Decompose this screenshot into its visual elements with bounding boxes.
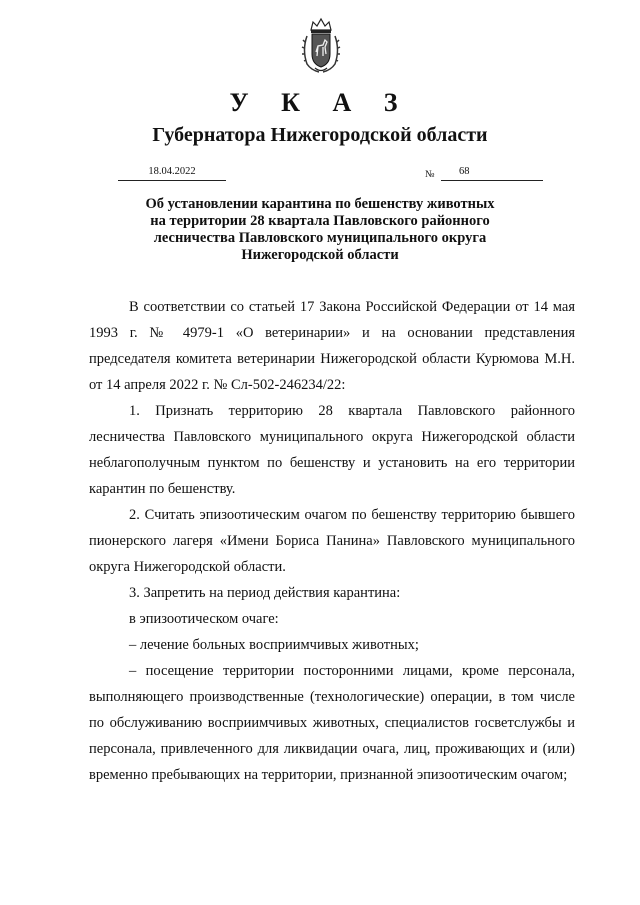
body-paragraph: в эпизоотическом очаге: bbox=[129, 611, 279, 627]
document-number: 68 bbox=[459, 166, 470, 177]
document-body bbox=[89, 294, 575, 788]
number-label: № bbox=[425, 169, 435, 180]
document-type-title: У К А З bbox=[229, 88, 411, 117]
issuer-title: Губернатора Нижегородской области bbox=[152, 124, 488, 146]
body-paragraph: 1. Признать территорию 28 квартала Павловского районного лесничества Павловского муниципального округа Нижегородской области неблагополучным пунктом по бешенству и установить на его территории карантин по бешенству. bbox=[89, 403, 575, 497]
coat-of-arms-emblem bbox=[301, 16, 341, 74]
heading-line: лесничества Павловского муниципального округа bbox=[153, 230, 487, 246]
body-paragraph: – лечение больных восприимчивых животных; bbox=[129, 637, 419, 653]
body-paragraph: В соответствии со статьей 17 Закона Российской Федерации от 14 мая 1993 г. № 4979-1 «О ветеринарии» и на основании представления председателя комитета ветеринарии Нижегородской области Курюмова М.Н. от 14 апреля 2022 г. № Сл-502-246234/22: bbox=[89, 299, 575, 393]
heading-line: Нижегородской области bbox=[241, 247, 399, 263]
body-paragraph: – посещение территории посторонними лицами, кроме персонала, выполняющего производственные (технологические) операции, в том числе по обслуживанию восприимчивых животных, специалистов госветслужбы и персонала, привлеченного для ликвидации очага, лиц, проживающих и (или) временно пребывающих на территории, признанной эпизоотическим очагом; bbox=[89, 663, 575, 783]
document-date: 18.04.2022 bbox=[118, 165, 226, 181]
heading-line: Об установлении карантина по бешенству животных bbox=[145, 196, 495, 212]
body-paragraph: 2. Считать эпизоотическим очагом по бешенству территорию бывшего пионерского лагеря «Имени Бориса Панина» Павловского муниципального округа Нижегородской области. bbox=[89, 507, 575, 575]
document-number-field bbox=[441, 165, 543, 181]
body-paragraph: 3. Запретить на период действия карантина: bbox=[129, 585, 401, 601]
heading-line: на территории 28 квартала Павловского районного bbox=[150, 213, 490, 229]
document-heading bbox=[100, 196, 540, 264]
